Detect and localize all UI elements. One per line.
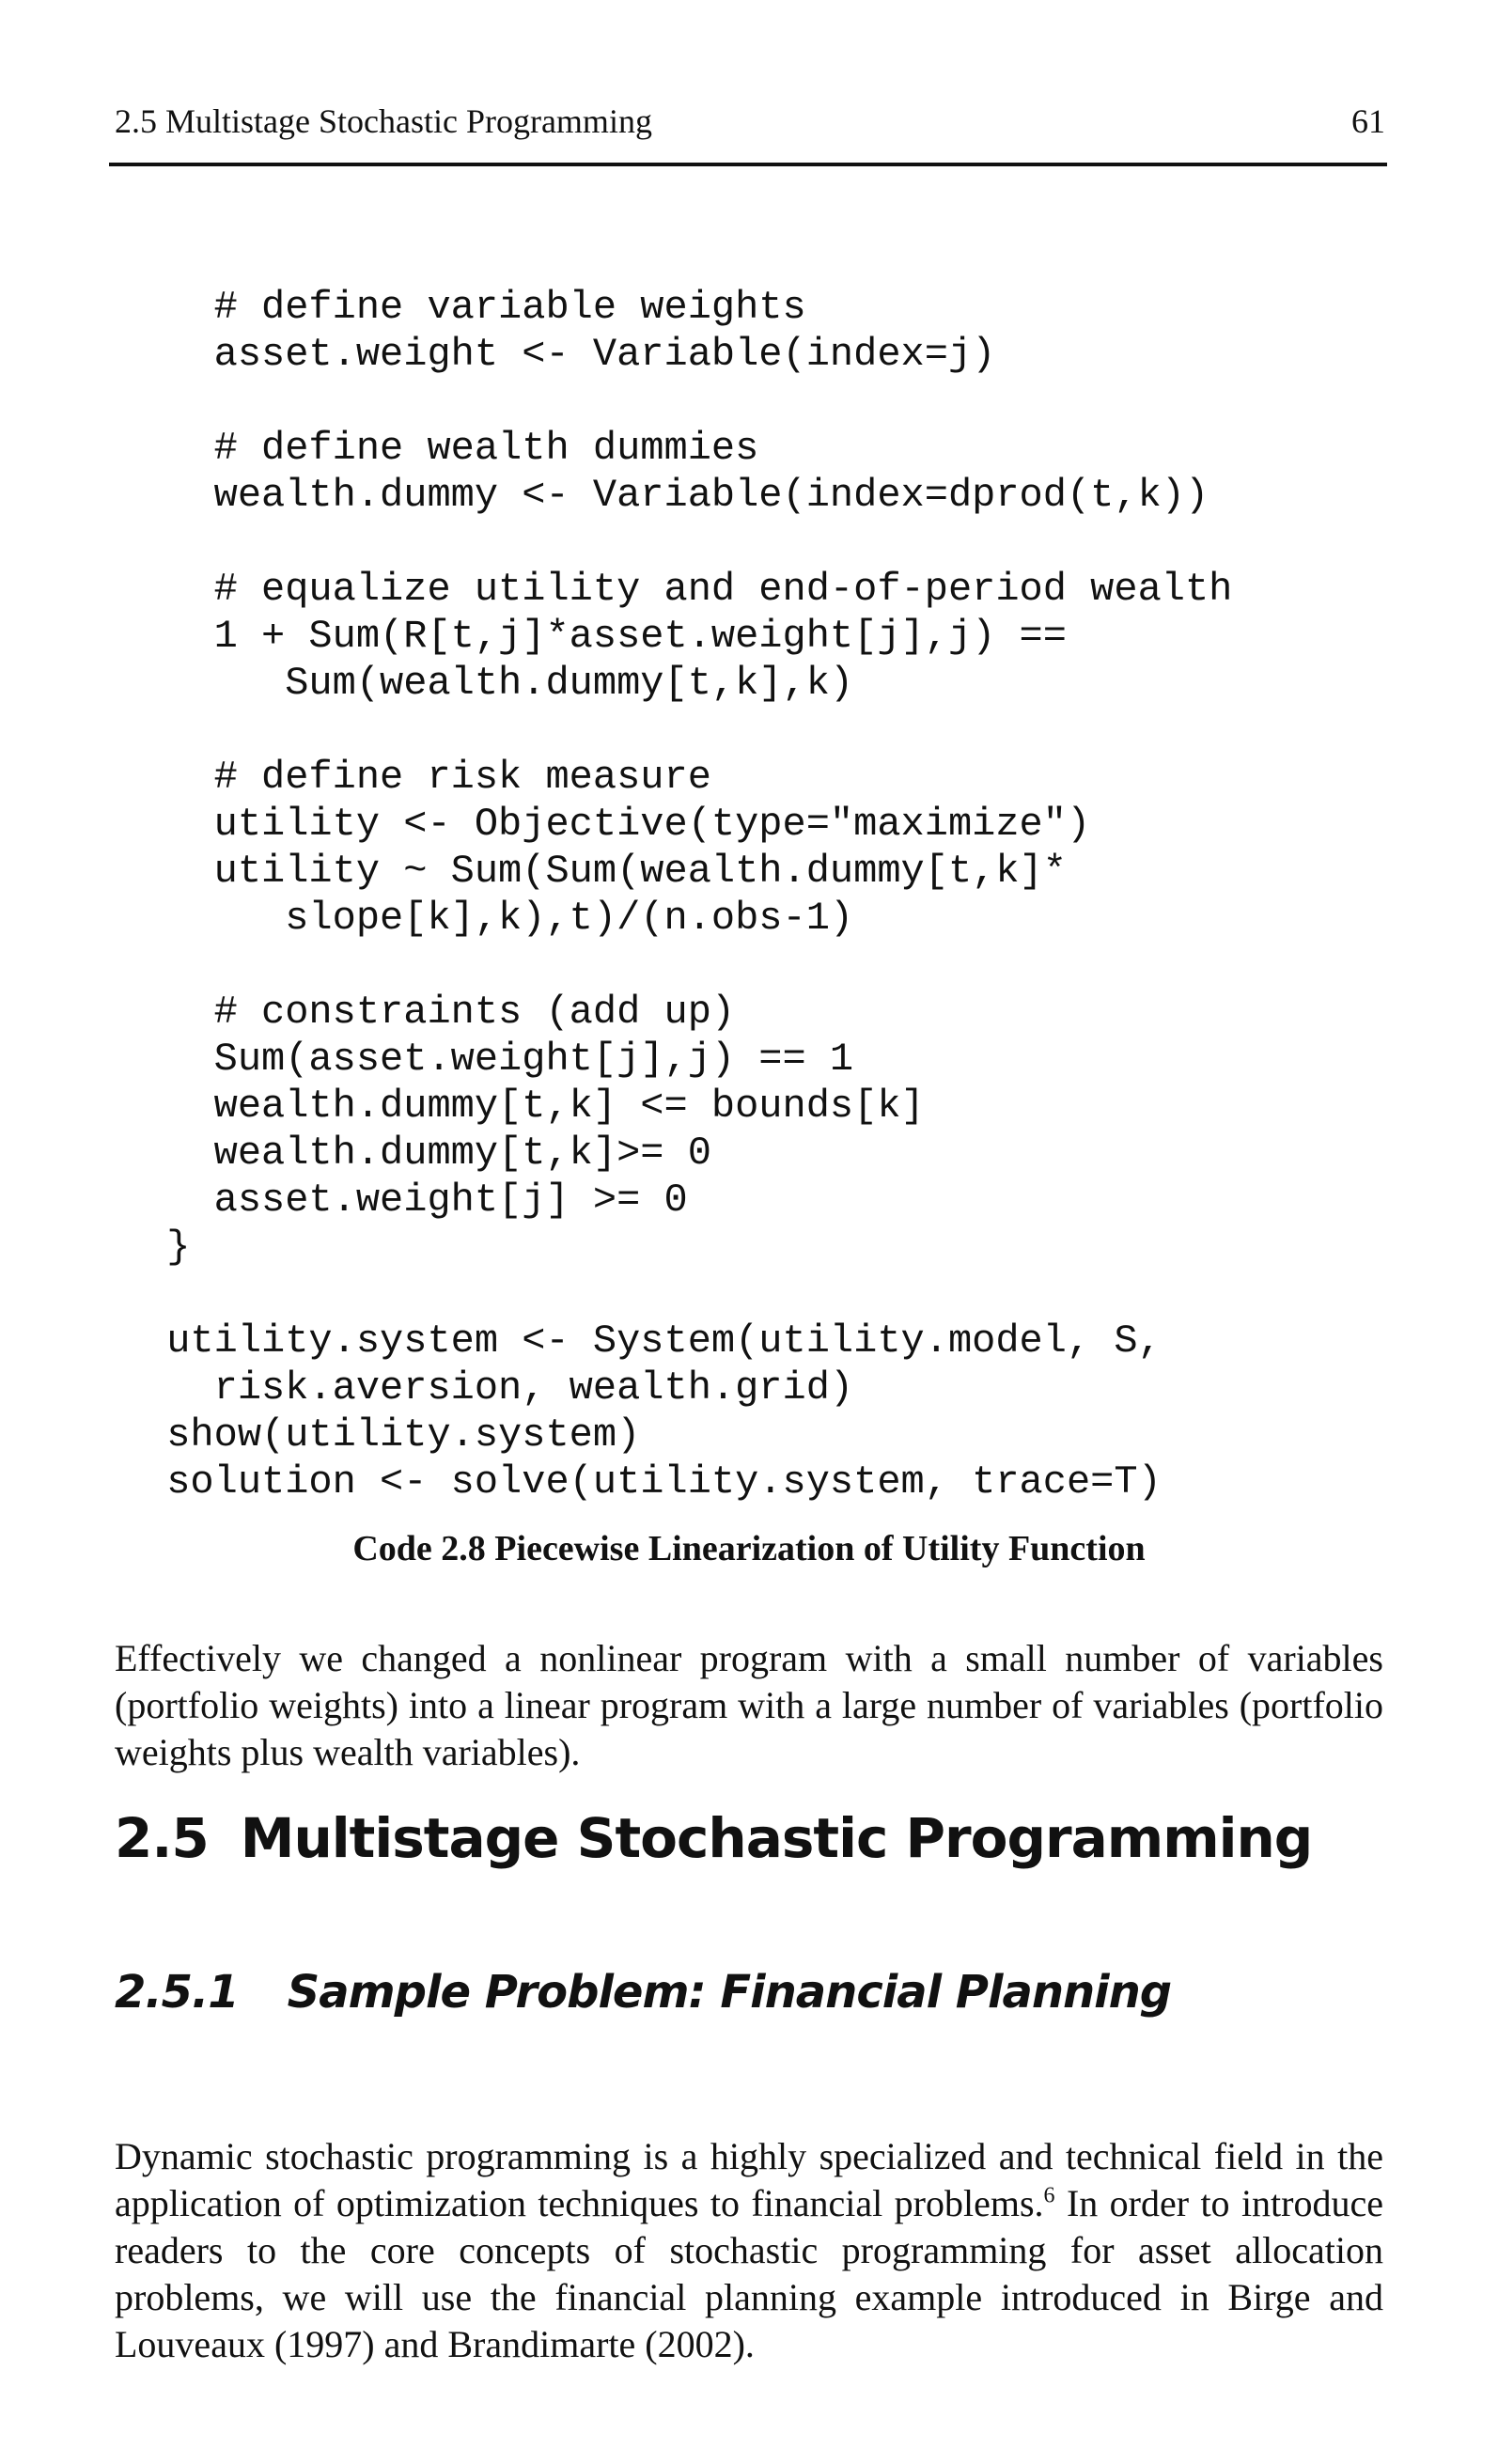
code-line <box>143 378 1383 425</box>
running-head-title: 2.5 Multistage Stochastic Programming <box>115 102 652 140</box>
code-line <box>143 1271 1383 1318</box>
body-paragraph <box>115 2133 1383 2368</box>
code-line: # define risk measure <box>143 755 711 800</box>
code-line: wealth.dummy <- Variable(index=dprod(t,k)) <box>143 473 1209 518</box>
subsection-number: 2.5.1 <box>115 1966 239 2019</box>
body-paragraph: Effectively we changed a nonlinear program with a small number of variables (portfolio weights) into a linear program with a large number of variables (portfolio weights plus wealth variables). <box>115 1637 1383 1773</box>
page-number: 61 <box>1351 102 1385 140</box>
code-line: wealth.dummy[t,k] <= bounds[k] <box>143 1084 925 1129</box>
code-line: Sum(asset.weight[j],j) == 1 <box>143 1037 854 1082</box>
code-line: asset.weight <- Variable(index=j) <box>143 332 996 377</box>
paragraph-text: Dynamic stochastic programming is a highly specialized and technical field in the application of optimization techniques to financial problems. <box>115 2135 1383 2224</box>
section-number: 2.5 <box>115 1806 209 1870</box>
code-line: # equalize utility and end-of-period wealth <box>143 567 1233 612</box>
code-line: utility.system <- System(utility.model, S, <box>143 1318 1162 1364</box>
code-caption: Code 2.8 Piecewise Linearization of Utility Function <box>352 1529 1146 1568</box>
section-title: Multistage Stochastic Programming <box>240 1806 1313 1870</box>
section-heading <box>115 1806 1312 1870</box>
code-line: 1 + Sum(R[t,j]*asset.weight[j],j) == <box>143 614 1067 659</box>
code-line: } <box>143 1224 191 1270</box>
code-listing <box>143 284 1383 1505</box>
code-line: slope[k],k),t)/(n.obs-1) <box>143 896 854 941</box>
subsection-title: Sample Problem: Financial Planning <box>287 1966 1172 2019</box>
running-head <box>115 101 1385 148</box>
code-line: # constraints (add up) <box>143 990 736 1035</box>
code-line: utility <- Objective(type="maximize") <box>143 802 1091 847</box>
subsection-heading <box>115 1966 1171 2019</box>
code-line <box>143 707 1383 754</box>
code-line: wealth.dummy[t,k]>= 0 <box>143 1131 711 1176</box>
paragraph-text: In order to introduce readers to the core concepts of stochastic programming for asset allocation problems, we will use the financial planning example introduced in Birge and Louveaux (1997) and Brandimarte (2002). <box>115 2182 1383 2365</box>
code-line: asset.weight[j] >= 0 <box>143 1177 688 1223</box>
code-line: # define variable weights <box>143 285 806 330</box>
code-line: risk.aversion, wealth.grid) <box>143 1365 854 1411</box>
code-line: show(utility.system) <box>143 1412 641 1458</box>
footnote-reference: 6 <box>1043 2183 1055 2208</box>
header-rule <box>109 163 1387 166</box>
code-line: utility ~ Sum(Sum(wealth.dummy[t,k]* <box>143 849 1067 894</box>
code-line: Sum(wealth.dummy[t,k],k) <box>143 661 854 706</box>
code-line <box>143 942 1383 989</box>
code-line <box>143 519 1383 566</box>
code-line: solution <- solve(utility.system, trace=T) <box>143 1459 1162 1505</box>
code-line: # define wealth dummies <box>143 426 759 471</box>
